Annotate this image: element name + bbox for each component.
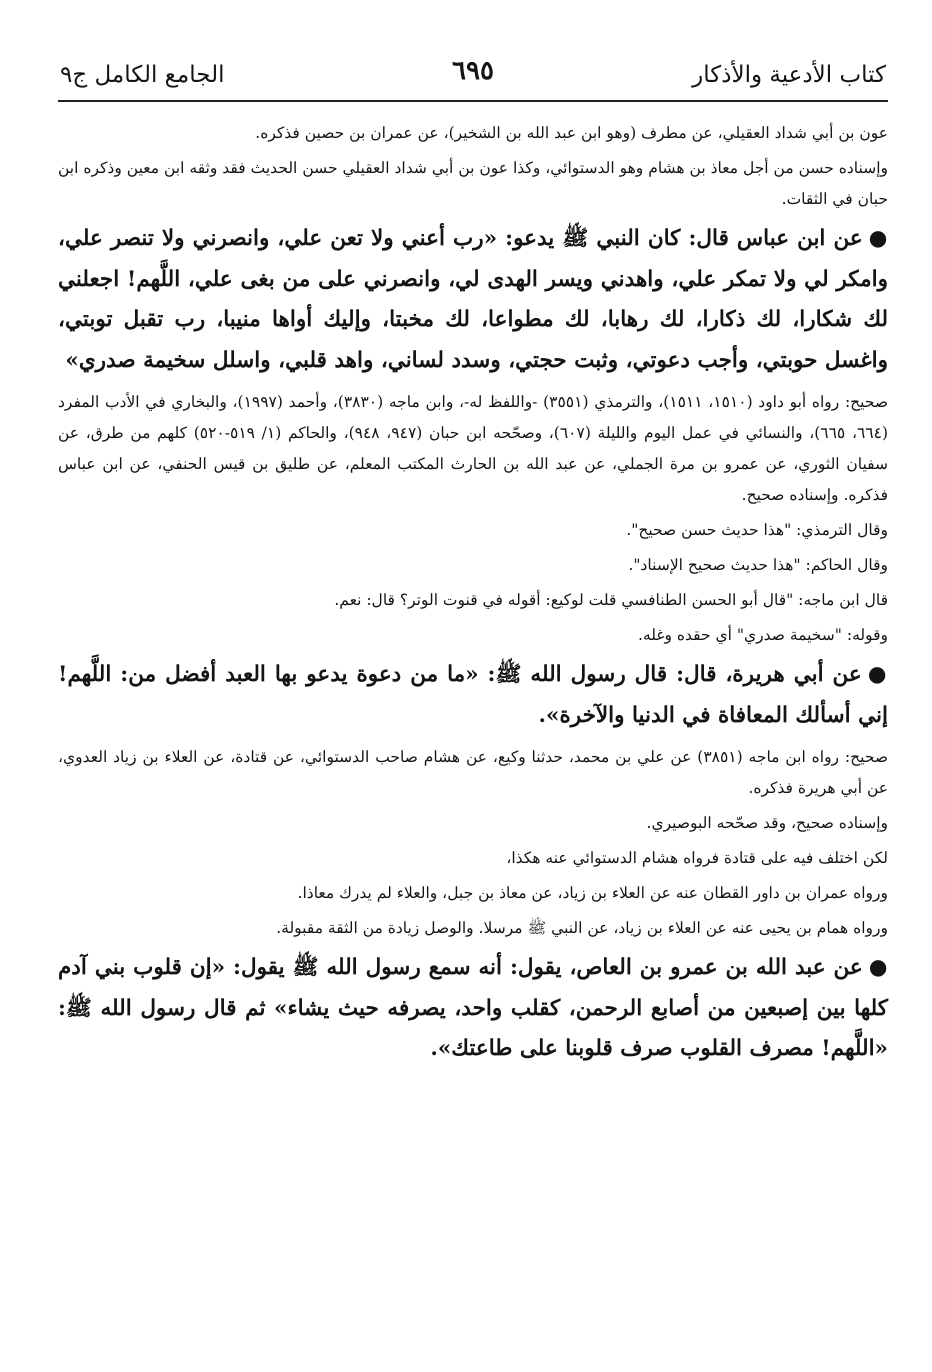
bullet-icon: ● xyxy=(868,955,888,980)
paragraph xyxy=(58,585,888,616)
hadith-text: عن ابن عباس قال: كان النبي ﷺ يدعو: «رب أعني ولا تعن علي، وانصرني ولا تنصر علي، وامكر لي ولا تمكر علي، واهدني ويسر الهدى لي، وانصرني على من بغى علي، اللَّهم! اجعلني لك شكارا، لك ذكارا، لك رهابا، لك مطواعا، لك مخبتا، وإليك أواها منيبا، رب تقبل توبتي، واغسل حوبتي، وأجب دعوتي، وثبت حجتي، وسدد لساني، واهد قلبي، واسلل سخيمة صدري» xyxy=(58,226,888,373)
bullet-icon: ● xyxy=(868,226,889,251)
paragraph xyxy=(58,808,888,839)
page-body xyxy=(58,118,888,1076)
paragraph xyxy=(58,118,888,149)
paragraph-text: وإسناده صحيح، وقد صحّحه البوصيري. xyxy=(646,814,888,832)
paragraph-text: ورواه همام بن يحيى عنه عن العلاء بن زياد، عن النبي ﷺ مرسلا. والوصل زيادة من الثقة مقبولة. xyxy=(276,919,888,937)
paragraph-text: وقوله: "سخيمة صدري" أي حقده وغله. xyxy=(638,626,888,644)
paragraph-text: عون بن أبي شداد العقيلي، عن مطرف (وهو ابن عبد الله بن الشخير)، عن عمران بن حصين فذكره. xyxy=(255,124,888,142)
book-title: كتاب الأدعية والأذكار xyxy=(692,62,886,88)
paragraph xyxy=(58,878,888,909)
volume-label: الجامع الكامل ج٩ xyxy=(60,62,225,88)
hadith-paragraph xyxy=(58,655,888,736)
hadith-text: عن عبد الله بن عمرو بن العاص، يقول: أنه سمع رسول الله ﷺ يقول: «إن قلوب بني آدم كلها بين إصبعين من أصابع الرحمن، كقلب واحد، يصرفه حيث يشاء» ثم قال رسول الله ﷺ: «اللَّهم! مصرف القلوب صرف قلوبنا على طاعتك». xyxy=(58,955,888,1061)
bullet-icon: ● xyxy=(867,662,888,687)
paragraph xyxy=(58,620,888,651)
paragraph-text: صحيح: رواه أبو داود (١٥١٠، ١٥١١)، والترمذي (٣٥٥١) -واللفظ له-، وابن ماجه (٣٨٣٠)، وأحمد (١٩٩٧)، والبخاري في الأدب المفرد (٦٦٤، ٦٦٥)، والنسائي في عمل اليوم والليلة (٦٠٧)، وصحّحه ابن حبان (٩٤٧، ٩٤٨)، والحاكم (١/ ٥١٩-٥٢٠) كلهم من طرق، عن سفيان الثوري، عن عمرو بن مرة الجملي، عن عبد الله بن الحارث المكتب المعلم، عن طليق بن قيس الحنفي، عن ابن عباس فذكره. وإسناده صحيح. xyxy=(58,393,889,504)
paragraph xyxy=(58,153,888,215)
paragraph xyxy=(58,742,888,804)
paragraph-text: وقال الحاكم: "هذا حديث صحيح الإسناد". xyxy=(628,556,888,574)
hadith-paragraph xyxy=(58,948,888,1070)
paragraph-text: وإسناده حسن من أجل معاذ بن هشام وهو الدستوائي، وكذا عون بن أبي شداد العقيلي حسن الحديث فقد وثقه ابن معين وذكره ابن حبان في الثقات. xyxy=(58,159,888,208)
paragraph-text: قال ابن ماجه: "قال أبو الحسن الطنافسي قلت لوكيع: أقوله في قنوت الوتر؟ قال: نعم. xyxy=(334,591,888,609)
paragraph xyxy=(58,515,888,546)
hadith-text: عن أبي هريرة، قال: قال رسول الله ﷺ: «ما من دعوة يدعو بها العبد أفضل من: اللَّهم! إني أسألك المعافاة في الدنيا والآخرة». xyxy=(58,662,888,728)
paragraph xyxy=(58,913,888,944)
running-header xyxy=(60,54,886,98)
hadith-paragraph xyxy=(58,219,888,381)
paragraph xyxy=(58,550,888,581)
paragraph xyxy=(58,387,888,511)
header-rule xyxy=(58,100,888,102)
paragraph-text: لكن اختلف فيه على قتادة فرواه هشام الدستوائي عنه هكذا، xyxy=(506,849,888,867)
paragraph-text: ورواه عمران بن داور القطان عنه عن العلاء بن زياد، عن معاذ بن جبل، والعلاء لم يدرك معاذا. xyxy=(297,884,888,902)
paragraph-text: صحيح: رواه ابن ماجه (٣٨٥١) عن علي بن محمد، حدثنا وكيع، عن هشام صاحب الدستوائي، عن قتادة، عن العلاء بن زياد العدوي، عن أبي هريرة فذكره. xyxy=(58,748,888,797)
page-number: ٦٩٥ xyxy=(452,56,494,86)
paragraph-text: وقال الترمذي: "هذا حديث حسن صحيح". xyxy=(626,521,888,539)
paragraph xyxy=(58,843,888,874)
